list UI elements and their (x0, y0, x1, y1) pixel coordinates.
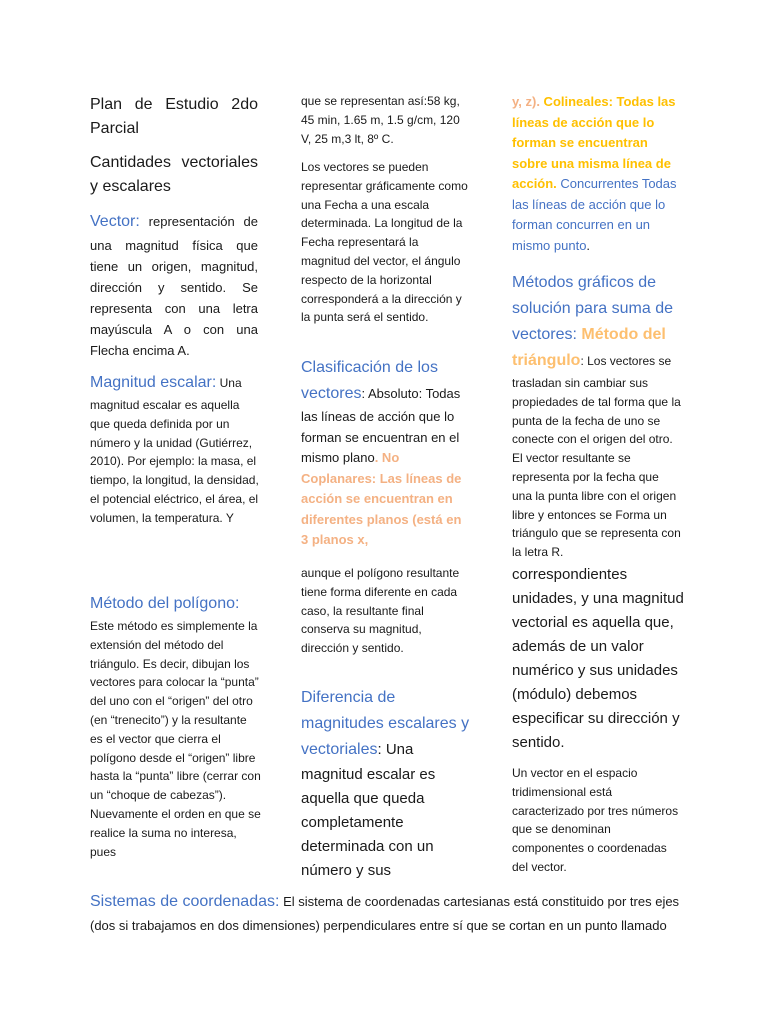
clasif-colon: : Absoluto: (361, 386, 423, 401)
graphic-representation: Los vectores se pueden representar gráficamente como una Fecha a una escala determinada. La longitud de la Fecha representará la magnitud del vector, el ángulo respecto de la horizontal corresponderá a la dirección y la punta será el sentido. (301, 160, 468, 325)
coord-text: El sistema de coordenadas cartesianas está constituido por tres ejes (dos si trabajamos en dos dimensiones) perpendiculares entre sí que se cortan en un punto llamado (90, 894, 680, 933)
document-title: Plan de Estudio 2do Parcial (90, 96, 258, 137)
dif-term: Diferencia de magnitudes escalares y vectoriales (301, 689, 470, 758)
yz-text: y, z). (512, 94, 540, 109)
tridimensional-vector: Un vector en el espacio tridimensional está caracterizado por tres números que se denominan componentes o coordenadas del vector. (512, 766, 679, 874)
escalar-term: Magnitud escalar: (90, 374, 217, 391)
difference-section (301, 685, 473, 883)
vector-term: Vector: (90, 213, 140, 230)
classification-continuation: y, z). Colineales: Todas las líneas de acción que lo forman se encuentran sobre una misma línea de acción. Concurrentes Todas las líneas de acción que lo forman concurren en un mismo punto. (512, 94, 677, 253)
dif-text: : Una magnitud escalar es aquella que queda completamente determinada con un número y sus (301, 741, 436, 879)
poligono-text: Este método es simplemente la extensión del método del triángulo. Es decir, dibujan los vectores para colocar la “punta” del uno con el “origen” del otro (en “trenecito”) y la resultante es el vector que cierra el polígono desde el “origen” libre hasta la “punta” libre (cerrar con un “choque de cabezas”). Nuevamente el orden en que se realice la suma no interesa, pues (90, 619, 261, 859)
vector-definition (90, 209, 258, 361)
poligono-term: Método del polígono: (90, 595, 240, 612)
triangulo-term: Método del triángulo (512, 326, 666, 369)
section-heading-cantidades: Cantidades vectoriales y escalares (90, 154, 258, 195)
vector-text: representación de una magnitud física que tiene un origen, magnitud, dirección y sentido. Se representa con una letra mayúscula A o con una Flecha encima A. (90, 214, 258, 358)
no-coplanares-text: . No Coplanares: Las líneas de acción se encuentran en diferentes planos (está en 3 planos x, (301, 450, 462, 547)
triangulo-text: Los vectores se trasladan sin cambiar sus propiedades de tal forma que la punta de la fecha de uno se conecte con el origen del otro. El vector resultante se representa por la fecha que una la punta libre con el origen libre y entonces se Forma un triángulo que se representa con la letra R. (512, 354, 681, 560)
clasif-term: Clasificación de los vectores (301, 359, 438, 402)
vector-classification (301, 355, 471, 551)
units-examples: que se representan así:58 kg, 45 min, 1.65 m, 1.5 g/cm, 120 V, 25 m,3 lt, 8º C. (301, 94, 460, 146)
poligono-definition (90, 591, 262, 861)
concurrentes-text: Concurrentes Todas las líneas de acción que lo forman concurren en un mismo punto (512, 176, 677, 253)
metodos-term: Métodos gráficos de solución para suma de vectores: (512, 274, 673, 343)
escalar-definition (90, 370, 260, 528)
coordinate-systems (90, 889, 690, 937)
metodos-graficos: Métodos gráficos de solución para suma de vectores: Método del triángulo: Los vectores se trasladan sin cambiar sus propiedades de tal forma que la punta de la fecha de uno se conecte con el origen del otro. El vector resultante se representa por la fecha que una la punta libre con el origen libre y entonces se Forma un triángulo que se representa con la letra R. (512, 274, 681, 560)
escalar-text: Una magnitud escalar es aquella que queda definida por un número y la unidad (Gutiérrez, 2010). Por ejemplo: la masa, el tiempo, la longitud, la densidad, el potencial eléctrico, el área, el volumen, la temperatura. Y (90, 376, 259, 525)
clasif-text: Todas las líneas de acción que lo forman se encuentran en el mismo plano (301, 386, 461, 465)
coord-term: Sistemas de coordenadas: (90, 893, 280, 910)
poligono-continuation: aunque el polígono resultante tiene forma diferente en cada caso, la resultante final conserva su magnitud, dirección y sentido. (301, 566, 460, 656)
vectorial-continuation: correspondientes unidades, y una magnitud vectorial es aquella que, además de un valor numérico y sus unidades (módulo) debemos especificar su dirección y sentido. (512, 566, 684, 751)
colineales-text: Colineales: Todas las líneas de acción que lo forman se encuentran sobre una misma línea de acción. (512, 94, 676, 191)
